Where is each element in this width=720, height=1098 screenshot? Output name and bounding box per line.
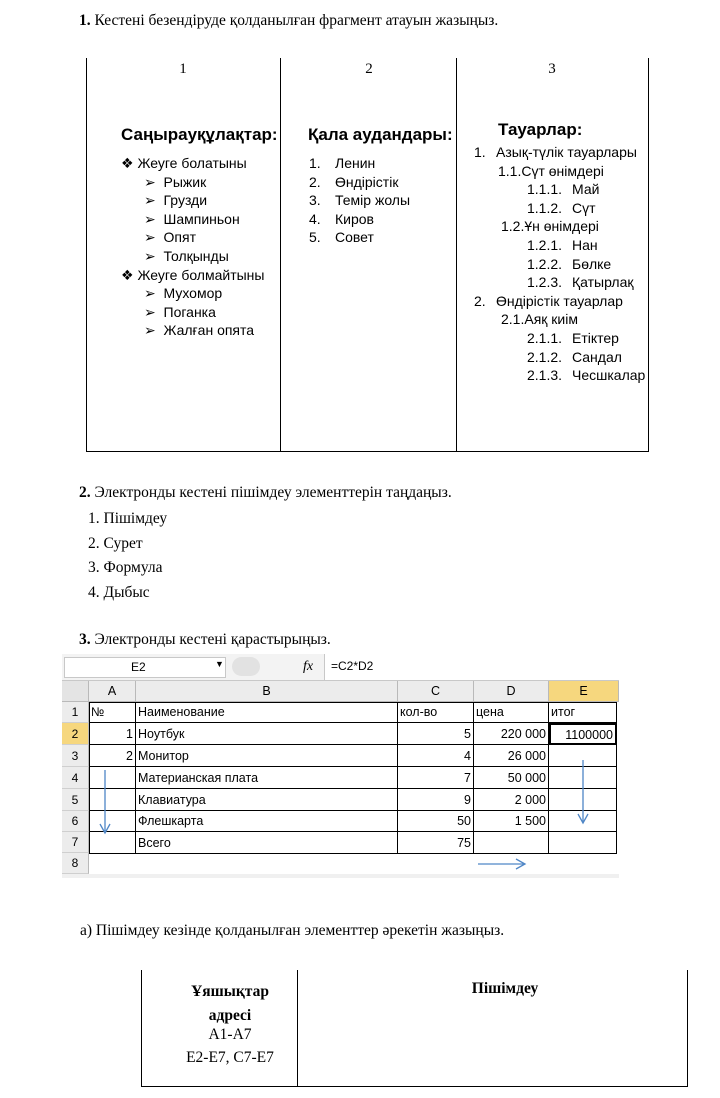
list-item: ➢ Мухомор	[144, 285, 223, 302]
cell-b1[interactable]: Наименование	[136, 702, 398, 723]
question-3-number: 3.	[79, 631, 91, 648]
list-item: 1. Ленин	[309, 155, 376, 171]
list-item: ➢ Толқынды	[144, 247, 229, 264]
name-box[interactable]: E2 ▼	[64, 657, 226, 678]
cell-b6[interactable]: Флешкарта	[136, 811, 398, 832]
districts-title: Қала аудандары:	[308, 125, 453, 144]
row-header-7[interactable]: 7	[62, 832, 89, 853]
option-item: 3. Формула	[88, 559, 163, 576]
cell-c7[interactable]: 75	[398, 832, 474, 854]
arrow-bullet-icon: ➢	[144, 173, 156, 190]
cell-d6[interactable]: 1 500	[474, 811, 549, 832]
list-group-label: ❖ Жеуге болмайтыны	[121, 266, 265, 283]
list-item: ➢ Опят	[144, 229, 196, 246]
cell-c5[interactable]: 9	[398, 789, 474, 811]
list-item: 1.1.Сүт өнімдері	[498, 162, 604, 179]
arrow-bullet-icon: ➢	[144, 192, 156, 209]
option-item: 4. Дыбыс	[88, 583, 150, 601]
fx-icon[interactable]: fx	[303, 659, 314, 674]
arrow-bullet-icon: ➢	[144, 247, 156, 264]
table-1-border-bottom	[86, 451, 649, 452]
arrow-bullet-icon: ➢	[144, 210, 156, 227]
cell-c3[interactable]: 4	[398, 745, 474, 767]
list-item: 2. Өндірістік тауарлар	[474, 292, 623, 309]
answer-table-row-2: Е2-Е7, С7-Е7	[186, 1049, 274, 1066]
cell-a2[interactable]: 1	[89, 723, 136, 745]
question-2-options	[88, 507, 167, 605]
row-header-5[interactable]: 5	[62, 789, 89, 811]
question-1	[79, 12, 498, 30]
cell-e2-selected[interactable]: 1100000	[549, 723, 617, 745]
arrow-bullet-icon: ➢	[144, 229, 156, 246]
arrow-bullet-icon: ➢	[144, 322, 156, 339]
list-item: 2.1.1. Етіктер	[527, 329, 619, 346]
cell-b5[interactable]: Клавиатура	[136, 789, 398, 811]
list-item: ➢ Шампиньон	[144, 210, 240, 227]
question-1-text: Кестені безендіруде қолданылған фрагмент атауын жазыңыз.	[94, 12, 499, 29]
column-header-a[interactable]: A	[89, 681, 136, 702]
cell-c1[interactable]: кол-во	[398, 702, 474, 723]
row-header-3[interactable]: 3	[62, 745, 89, 767]
arrow-bullet-icon: ➢	[144, 303, 156, 320]
goods-title: Тауарлар:	[498, 120, 583, 139]
list-item: 1.1.2. Сүт	[527, 199, 596, 216]
cell-c4[interactable]: 7	[398, 767, 474, 789]
question-a: а) Пішімдеу кезінде қолданылған элементтер әрекетін жазыңыз.	[80, 922, 505, 939]
answer-table-border-bottom	[141, 1086, 688, 1087]
cell-a3[interactable]: 2	[89, 745, 136, 767]
table-1-border-left	[86, 58, 87, 452]
fill-arrows	[62, 654, 619, 878]
answer-table-header-address: Ұяшықтар адресі	[191, 983, 269, 1024]
table-1-border-right	[648, 58, 649, 452]
answer-table-row-1: А1-А7	[208, 1026, 252, 1043]
arrow-bullet-icon: ➢	[144, 285, 156, 302]
column-header-d[interactable]: D	[474, 681, 549, 702]
answer-table-divider	[297, 970, 298, 1086]
list-item: ➢ Грузди	[144, 192, 208, 209]
districts-list	[309, 154, 410, 247]
row-header-8[interactable]: 8	[62, 853, 89, 874]
row-header-2[interactable]: 2	[62, 723, 89, 745]
cell-a1[interactable]: №	[89, 702, 136, 723]
column-header-c[interactable]: C	[398, 681, 474, 702]
list-item: 5. Совет	[309, 229, 374, 246]
list-item: 1. Азық-түлік тауарлары	[474, 144, 637, 160]
list-group-label: ❖ Жеуге болатыны	[121, 155, 247, 171]
list-item: ➢ Рыжик	[144, 173, 207, 190]
cell-e1[interactable]: итог	[549, 702, 617, 723]
question-3-text: Электронды кестені қарастырыңыз.	[94, 631, 331, 648]
question-2-text: Электронды кестені пішімдеу элементтерін таңдаңыз.	[94, 484, 452, 501]
list-item: ➢ Поганка	[144, 303, 216, 320]
table-1-col-number-1: 1	[179, 61, 187, 77]
cell-b4[interactable]: Материанская плата	[136, 767, 398, 789]
cell-b3[interactable]: Монитор	[136, 745, 398, 767]
cell-d2[interactable]: 220 000	[474, 723, 549, 745]
list-item: 1.2.3. Қатырлақ	[527, 274, 634, 291]
row-header-1[interactable]: 1	[62, 702, 89, 723]
table-1-divider-1	[280, 58, 281, 452]
mushrooms-title: Саңырауқұлақтар:	[121, 125, 278, 144]
list-item: 2. Өндірістік	[309, 173, 399, 190]
formula-input[interactable]: =C2*D2	[324, 654, 620, 680]
cell-d4[interactable]: 50 000	[474, 767, 549, 789]
list-item: 4. Киров	[309, 210, 374, 227]
table-1-col-number-2: 2	[365, 61, 373, 77]
diamond-bullet-icon: ❖	[121, 155, 134, 171]
option-item: 1. Пішімдеу	[88, 510, 168, 527]
question-3	[79, 631, 331, 649]
cell-c2[interactable]: 5	[398, 723, 474, 745]
list-item: 2.1.Аяқ киім	[501, 311, 578, 328]
spreadsheet	[62, 654, 619, 878]
question-2-number: 2.	[79, 484, 91, 501]
list-item: 2.1.2. Сандал	[527, 348, 622, 365]
row-header-6[interactable]: 6	[62, 811, 89, 832]
table-1-col-number-3: 3	[548, 61, 556, 77]
row-header-4[interactable]: 4	[62, 767, 89, 789]
table-1-divider-2	[456, 58, 457, 452]
cell-d5[interactable]: 2 000	[474, 789, 549, 811]
answer-table-header-formatting: Пішімдеу	[471, 980, 539, 997]
list-item: 2.1.3. Чесшкалар	[527, 367, 646, 384]
cell-d3[interactable]: 26 000	[474, 745, 549, 767]
goods-list	[474, 143, 648, 385]
question-1-number: 1.	[79, 12, 91, 29]
cell-c6[interactable]: 50	[398, 811, 474, 832]
list-item: 1.1.1. Май	[527, 181, 600, 198]
mushrooms-list	[121, 154, 264, 340]
dropdown-arrow-icon[interactable]: ▼	[215, 659, 224, 669]
list-item: 1.2.1. Нан	[527, 236, 598, 253]
list-item: 3. Темір жолы	[309, 192, 411, 209]
option-item: 2. Сурет	[88, 534, 143, 552]
answer-table-border-left	[141, 970, 142, 1086]
cell-b2[interactable]: Ноутбук	[136, 723, 398, 745]
list-item: 1.2.2. Бөлке	[527, 255, 612, 272]
cell-d1[interactable]: цена	[474, 702, 549, 723]
answer-table-border-right	[687, 970, 688, 1086]
list-item: ➢ Жалған опята	[144, 322, 255, 339]
column-header-e[interactable]: E	[549, 681, 619, 702]
diamond-bullet-icon: ❖	[121, 266, 134, 283]
cell-b7[interactable]: Всего	[136, 832, 398, 854]
column-header-b[interactable]: B	[136, 681, 398, 702]
list-item: 1.2.Ұн өнімдері	[501, 218, 599, 235]
question-2	[79, 484, 452, 502]
